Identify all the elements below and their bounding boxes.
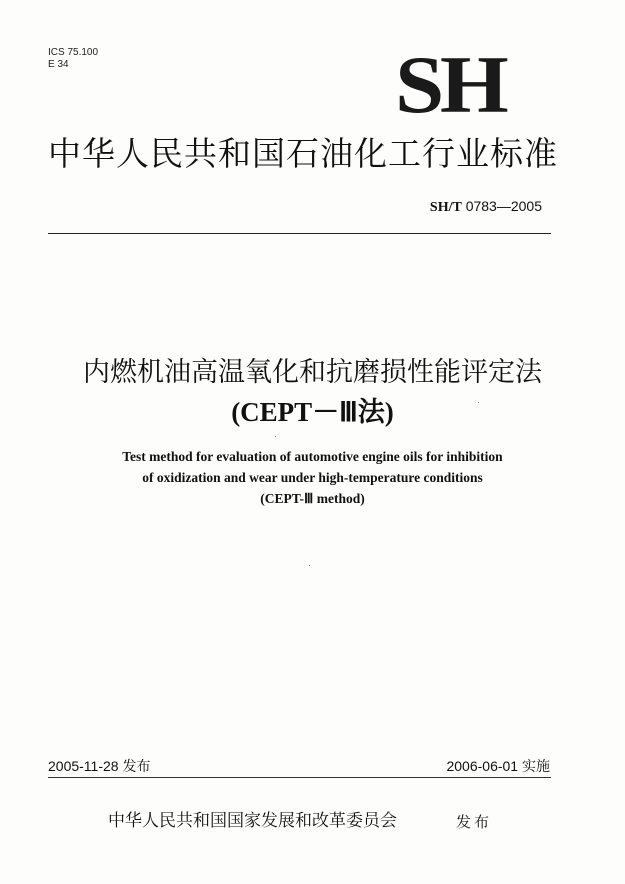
standard-number — [430, 198, 542, 216]
title-cn-line2: (CEPT－Ⅲ法) — [231, 397, 394, 427]
title-en-line1: Test method for evaluation of automotive engine oils for inhibition — [122, 449, 503, 464]
industry-standard-title: 中华人民共和国石油化工行业标准 — [48, 134, 558, 173]
scan-speck — [309, 565, 310, 566]
sh-logo: SH — [395, 39, 505, 130]
title-en-line3: (CEPT-Ⅲ method) — [260, 491, 365, 506]
title-en — [0, 446, 625, 509]
standard-number-prefix: SH/T — [429, 200, 462, 215]
classification-codes — [48, 47, 98, 71]
implementation-date: 2006-06-01 实施 — [446, 758, 550, 774]
header-divider — [48, 233, 551, 234]
publisher-name: 中华人民共和国国家发展和改革委员会 — [108, 811, 397, 831]
title-en-line2: of oxidization and wear under high-temperature conditions — [142, 470, 483, 485]
standard-number-value: 0783—2005 — [461, 198, 542, 214]
issue-date: 2005-11-28 发布 — [48, 758, 151, 774]
footer-divider — [48, 777, 551, 778]
scan-speck — [478, 402, 479, 403]
ics-code: ICS 75.100 — [48, 47, 99, 58]
title-cn-line1: 内燃机油高温氧化和抗磨损性能评定法 — [83, 357, 542, 388]
publish-action: 发布 — [456, 813, 493, 831]
scan-speck — [275, 436, 276, 437]
ccs-code: E 34 — [48, 59, 69, 70]
